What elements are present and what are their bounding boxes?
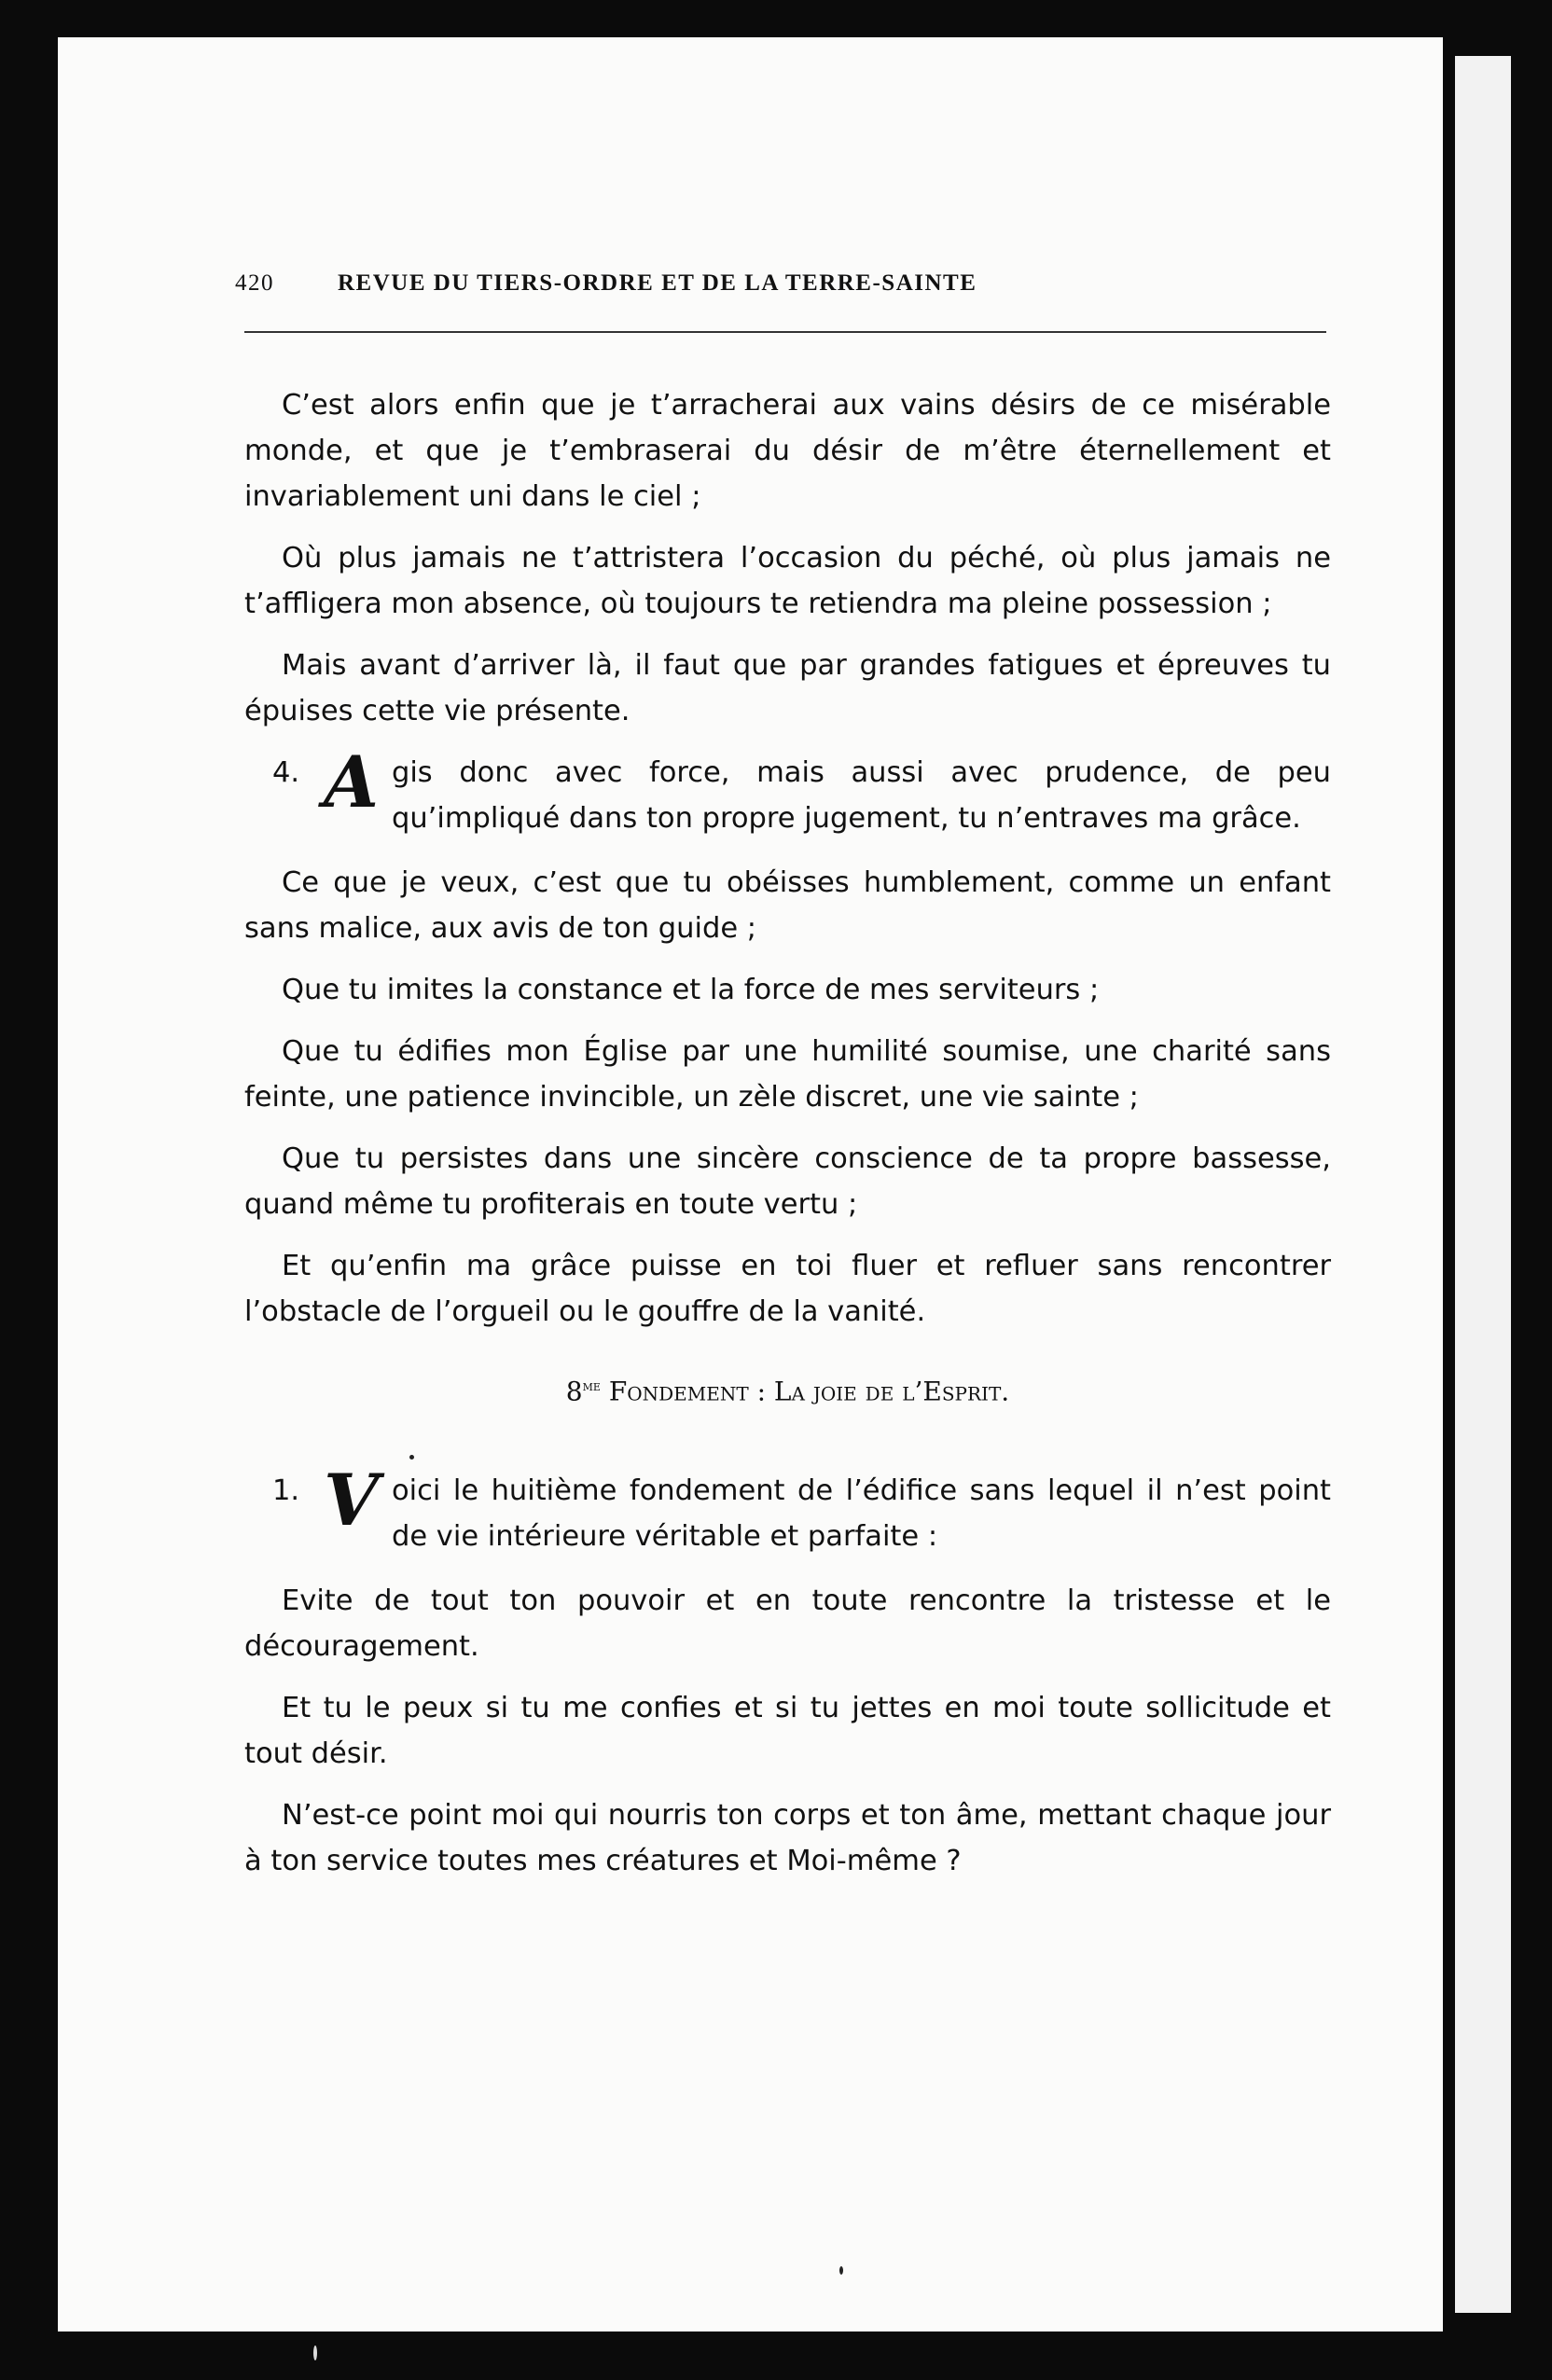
book-page — [58, 37, 1443, 2332]
paragraph: N’est-ce point moi qui nourris ton corps et ton âme, mettant chaque jour à ton service toutes mes créatures et Moi-même ? — [244, 1799, 1331, 1878]
section-ordinal: 8 — [565, 1376, 583, 1407]
paragraph: Que tu persistes dans une sincère conscience de ta propre bassesse, quand même tu profiterais en toute vertu ; — [244, 1142, 1331, 1221]
paragraph-text: oici le huitième fondement de l’édifice sans lequel il n’est point de vie intérieure véritable et parfaite : — [391, 1474, 1331, 1554]
paragraph: Evite de tout ton pouvoir et en toute rencontre la tristesse et le découragement. — [244, 1584, 1331, 1664]
paragraph: C’est alors enfin que je t’arracherai aux vains désirs de ce misérable monde, et que je t’embraserai du désir de m’être éternellement et invariablement uni dans le ciel ; — [244, 389, 1331, 513]
paragraph: Que tu imites la constance et la force de mes serviteurs ; — [282, 974, 1100, 1006]
body-text — [244, 382, 1331, 1900]
scan-speck — [409, 1455, 414, 1460]
paragraph: Ce que je veux, c’est que tu obéisses humblement, comme un enfant sans malice, aux avis de ton guide ; — [244, 866, 1331, 945]
numbered-paragraph-1 — [244, 1459, 1331, 1559]
paragraph: Et tu le peux si tu me confies et si tu jettes en moi toute sollicitude et tout désir. — [244, 1692, 1331, 1771]
scan-speck — [313, 2345, 317, 2360]
section-heading — [244, 1363, 1331, 1414]
paragraph-number: 1. — [272, 1474, 300, 1508]
paragraph: Et qu’enfin ma grâce puisse en toi fluer et refluer sans rencontrer l’obstacle de l’orgueil ou le gouffre de la vanité. — [244, 1250, 1331, 1328]
numbered-paragraph-4 — [244, 740, 1331, 841]
paragraph: Que tu édifies mon Église par une humilité soumise, une charité sans feinte, une patience invincible, un zèle discret, une vie sainte ; — [244, 1035, 1331, 1114]
running-header — [235, 270, 1326, 326]
paragraph: Mais avant d’arriver là, il faut que par grandes fatigues et épreuves tu épuises cette vie présente. — [244, 649, 1331, 727]
scan-speck — [839, 2266, 843, 2275]
paragraph-text: gis donc avec force, mais aussi avec prudence, de peu qu’impliqué dans ton propre jugement, tu n’entraves ma grâce. — [391, 756, 1331, 835]
running-title: REVUE DU TIERS-ORDRE ET DE LA TERRE-SAINTE — [338, 270, 977, 296]
section-title: Fondement : La joie de l’Esprit. — [608, 1376, 1010, 1407]
paragraph: Où plus jamais ne t’attristera l’occasion du péché, où plus jamais ne t’affligera mon absence, où toujours te retiendra ma pleine possession ; — [244, 542, 1331, 620]
adjacent-page-edge — [1455, 56, 1511, 2313]
paragraph-number: 4. — [272, 756, 300, 789]
drop-cap: A — [324, 740, 379, 823]
section-ordinal-suffix: me — [582, 1377, 601, 1394]
drop-cap: V — [324, 1459, 379, 1543]
header-rule — [244, 331, 1326, 333]
page-number: 420 — [235, 270, 274, 296]
